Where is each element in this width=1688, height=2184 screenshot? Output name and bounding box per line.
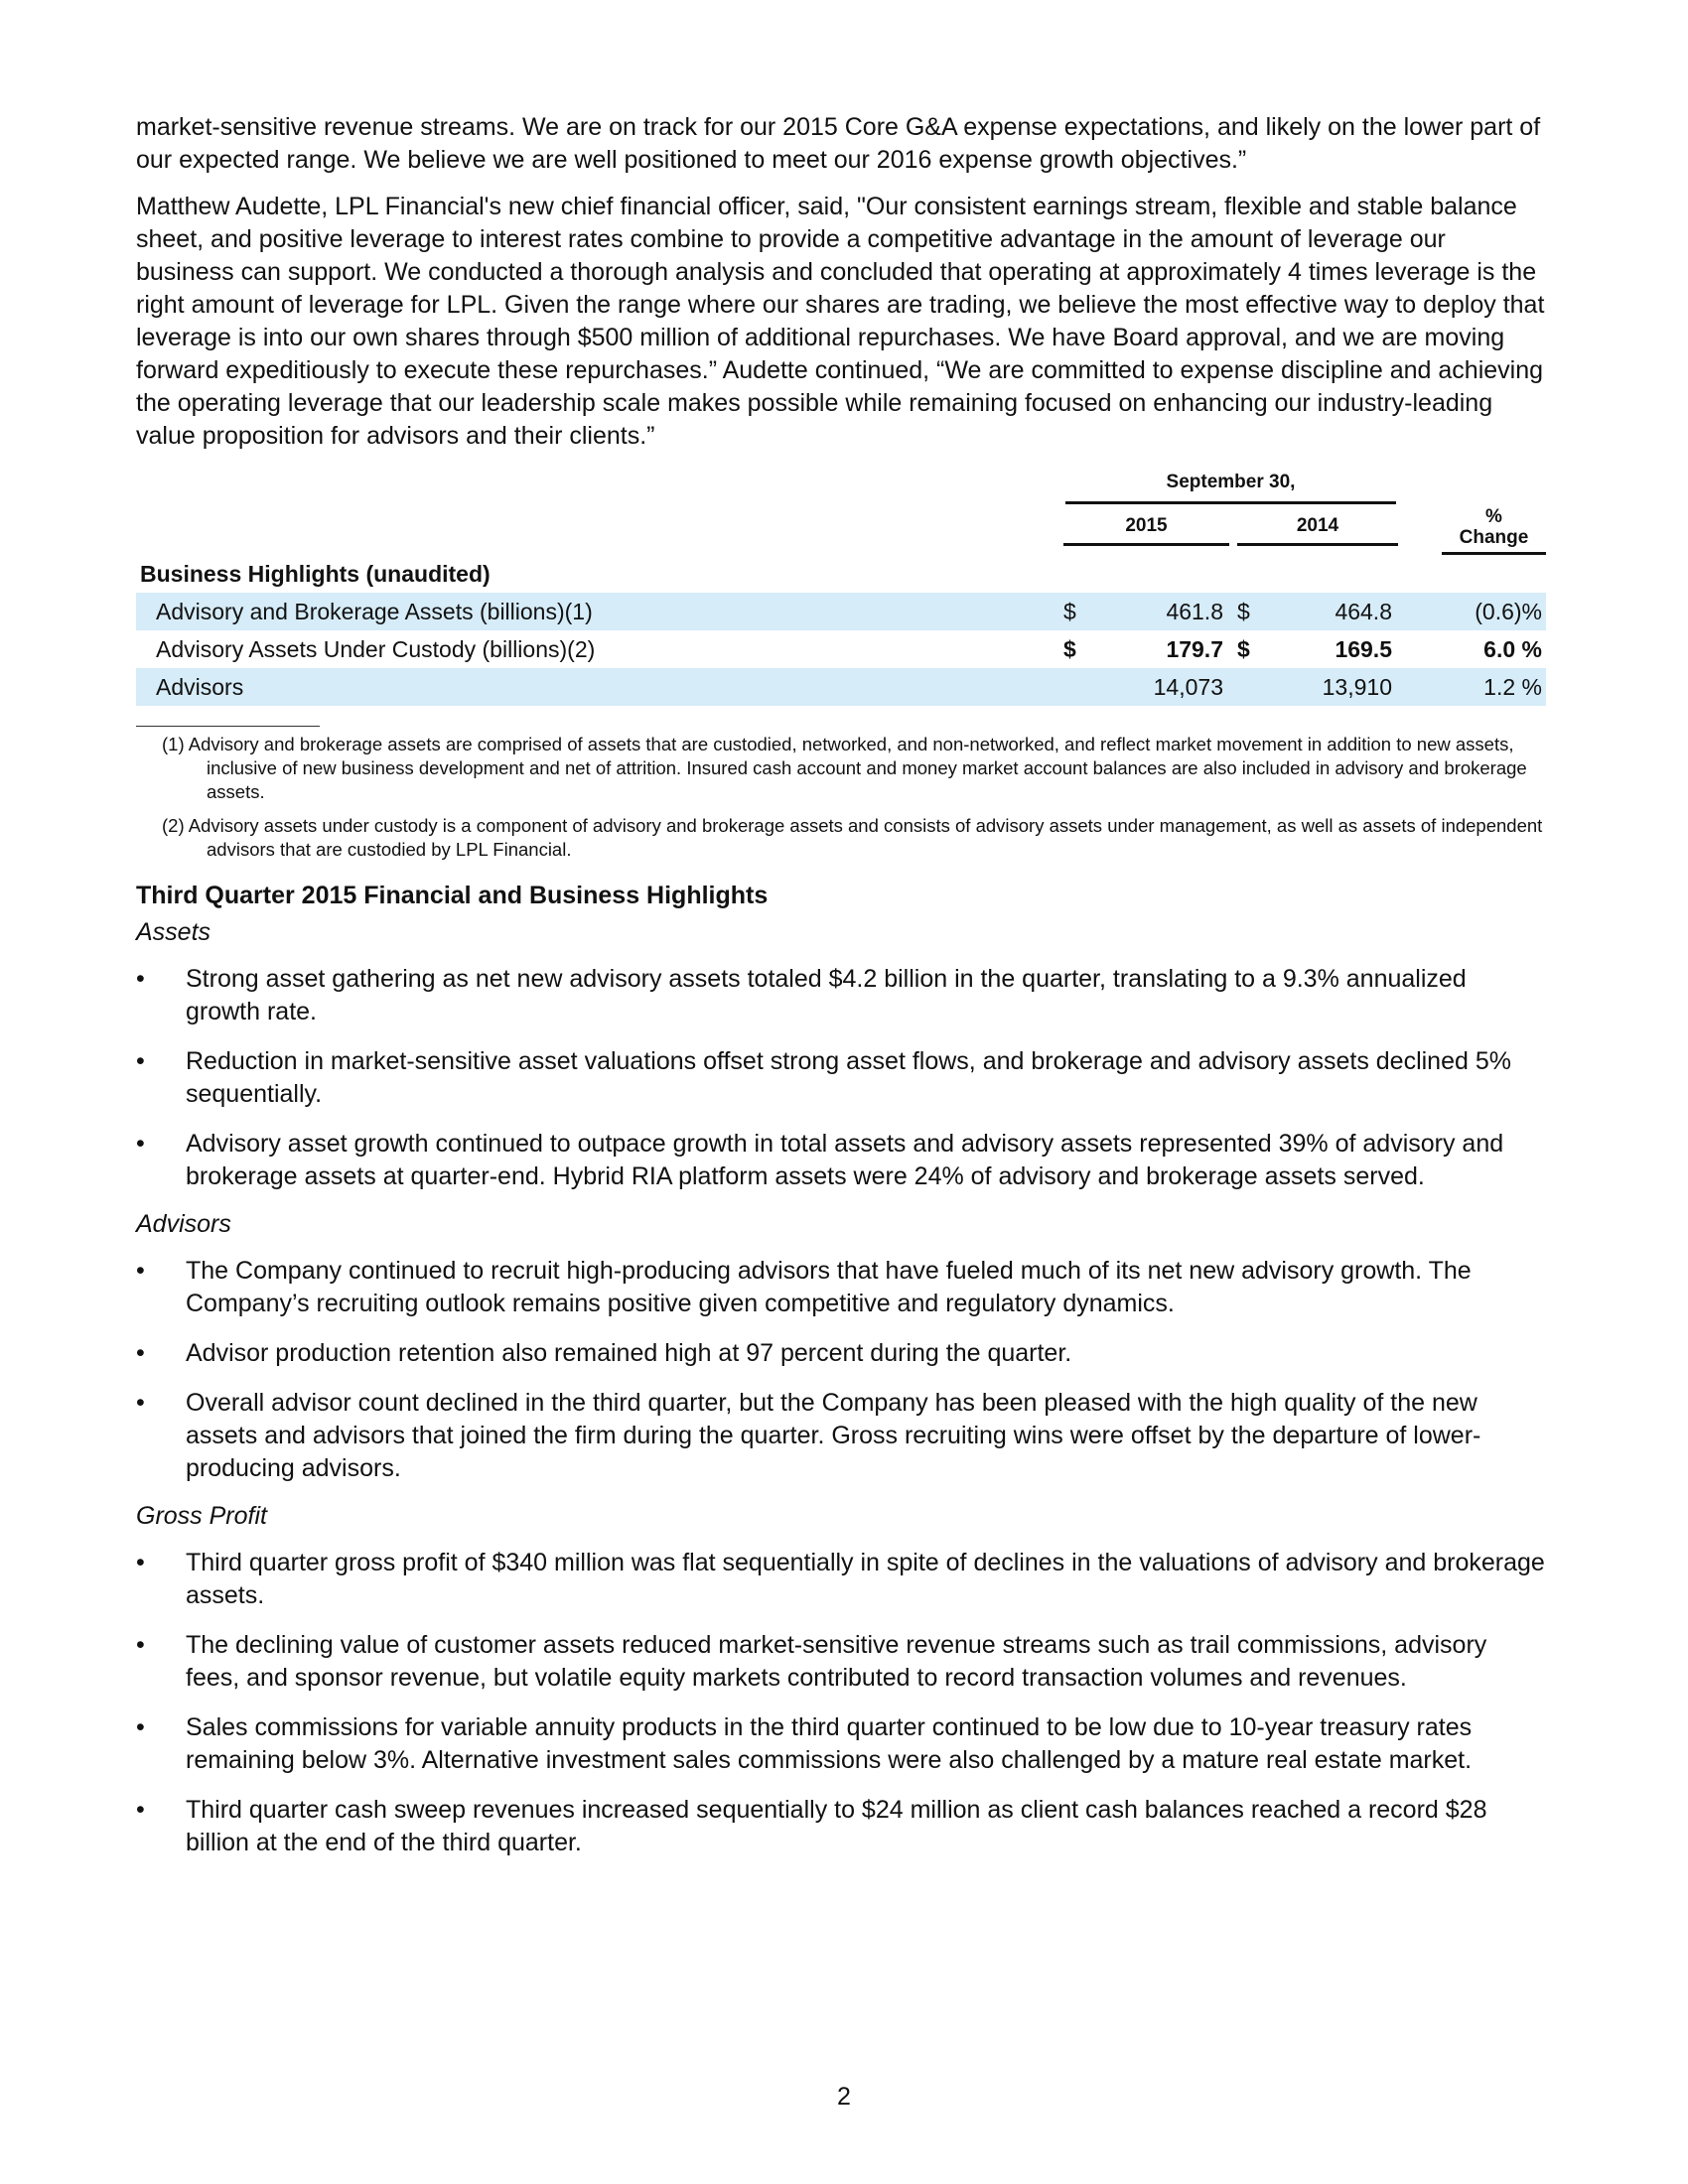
percent-change: (0.6)% <box>1442 593 1546 630</box>
paragraph-cfo-quote: Matthew Audette, LPL Financial's new chief financial officer, said, "Our consistent earnings stream, flexible and stable balance sheet, and positive leverage to interest rates combine to provide a competitive advantage in the amount of leverage our business can support. We conducted a thorough analysis and concluded that operating at approximately 4 times leverage is the right amount of leverage for LPL. Given the range where our shares are trading, we believe the most effective way to deploy that leverage is into our own shares through $500 million of additional repurchases. We have Board approval, and we are moving forward expeditiously to execute these repurchases.” Audette continued, “We are committed to expense discipline and achieving the operating leverage that our leadership scale makes possible while remaining focused on enhancing our industry-leading value proposition for advisors and their clients.” <box>136 193 1545 450</box>
list-item-text: The Company continued to recruit high-producing advisors that have fueled much of its net new advisory growth. The Company’s recruiting outlook remains positive given competitive and regulatory dynamics. <box>186 1257 1472 1317</box>
bullet-icon: • <box>136 1796 145 1824</box>
gross-profit-bullet-list <box>136 1547 1546 1859</box>
list-item <box>136 1255 1546 1320</box>
list-item-text: Reduction in market-sensitive asset valuations offset strong asset flows, and brokerage and advisory assets declined 5% sequentially. <box>186 1047 1511 1108</box>
table-row <box>136 593 1546 630</box>
header-period: September 30, <box>1065 472 1396 504</box>
percent-change: 1.2 % <box>1442 668 1546 706</box>
currency-symbol: $ <box>1063 635 1076 662</box>
value-2015: 461.8 <box>1089 593 1233 630</box>
header-change-percent: % <box>1485 506 1502 527</box>
footnote-2: (2) Advisory assets under custody is a component of advisory and brokerage assets and consists of advisory assets under management, as well as assets of independent advisors that are custodied by LPL Financial. <box>162 815 1543 860</box>
value-2015: 179.7 <box>1166 635 1223 662</box>
advisors-bullet-list <box>136 1255 1546 1485</box>
list-item-text: Overall advisor count declined in the third quarter, but the Company has been pleased with the high quality of the new assets and advisors that joined the firm during the quarter. Gross recruiting wins were offset by the departure of lower-producing advisors. <box>186 1389 1481 1482</box>
subsection-heading-advisors: Advisors <box>136 1210 231 1238</box>
list-item-text: Third quarter cash sweep revenues increased sequentially to $24 million as client cash balances reached a record $28 billion at the end of the third quarter. <box>186 1796 1487 1856</box>
list-item-text: The declining value of customer assets reduced market-sensitive revenue streams such as trail commissions, advisory fees, and sponsor revenue, but volatile equity markets contributed to record transaction volumes and revenues. <box>186 1631 1487 1692</box>
currency-symbol: $ <box>1059 593 1089 630</box>
list-item <box>136 1794 1546 1859</box>
bullet-icon: • <box>136 1339 145 1367</box>
list-item-text: Strong asset gathering as net new advisory assets totaled $4.2 billion in the quarter, translating to a 9.3% annualized growth rate. <box>186 965 1467 1025</box>
list-item <box>136 1711 1546 1777</box>
list-item <box>136 1045 1546 1111</box>
bullet-icon: • <box>136 1713 145 1741</box>
bullet-icon: • <box>136 1130 145 1158</box>
list-item-text: Third quarter gross profit of $340 million was flat sequentially in spite of declines in the valuations of advisory and brokerage assets. <box>186 1549 1545 1609</box>
value-2014: 169.5 <box>1335 635 1392 662</box>
header-change <box>1442 506 1546 555</box>
footnote-divider <box>136 726 320 727</box>
table-row <box>136 668 1546 706</box>
value-2014: 13,910 <box>1263 668 1402 706</box>
list-item <box>136 1337 1546 1370</box>
list-item-text: Sales commissions for variable annuity products in the third quarter continued to be low due to 10-year treasury rates remaining below 3%. Alternative investment sales commissions were also challenged by a mature real estate market. <box>186 1713 1473 1774</box>
list-item <box>136 1387 1546 1485</box>
bullet-icon: • <box>136 1389 145 1417</box>
table-header-year-row <box>136 506 1546 555</box>
value-2014: 464.8 <box>1263 593 1402 630</box>
subsection-heading-assets: Assets <box>136 918 211 946</box>
table-section-title: Business Highlights (unaudited) <box>140 560 491 587</box>
value-2015: 14,073 <box>1089 668 1233 706</box>
list-item <box>136 1128 1546 1193</box>
currency-symbol: $ <box>1233 593 1263 630</box>
table-section-row <box>136 555 1546 593</box>
currency-symbol: $ <box>1237 635 1250 662</box>
bullet-icon: • <box>136 1549 145 1576</box>
header-year-2014: 2014 <box>1237 515 1398 546</box>
table-row <box>136 630 1546 668</box>
list-item-text: Advisory asset growth continued to outpace growth in total assets and advisory assets represented 39% of advisory and brokerage assets at quarter-end. Hybrid RIA platform assets were 24% of advisory and brokerage assets served. <box>186 1130 1504 1190</box>
footnote-1: (1) Advisory and brokerage assets are comprised of assets that are custodied, networked, and non-networked, and reflect market movement in addition to new assets, inclusive of new business development and net of attrition. Insured cash account and money market account balances are also included in advisory and brokerage assets. <box>162 734 1527 802</box>
row-label: Advisors <box>136 668 1059 706</box>
page-number: 2 <box>837 2083 851 2111</box>
section-heading: Third Quarter 2015 Financial and Business Highlights <box>136 882 769 909</box>
header-year-2015: 2015 <box>1063 515 1229 546</box>
paragraph-expense-outlook: market-sensitive revenue streams. We are on track for our 2015 Core G&A expense expectations, and likely on the lower part of our expected range. We believe we are well positioned to meet our 2016 expense growth objectives.” <box>136 113 1541 174</box>
header-change-label: Change <box>1459 527 1529 548</box>
list-item <box>136 963 1546 1028</box>
list-item-text: Advisor production retention also remained high at 97 percent during the quarter. <box>186 1339 1072 1367</box>
percent-change: 6.0 % <box>1483 635 1542 662</box>
list-item <box>136 1547 1546 1612</box>
currency-symbol <box>1059 668 1089 706</box>
bullet-icon: • <box>136 1257 145 1285</box>
row-label: Advisory and Brokerage Assets (billions)(1) <box>136 593 1059 630</box>
bullet-icon: • <box>136 1631 145 1659</box>
subsection-heading-gross-profit: Gross Profit <box>136 1502 267 1530</box>
row-label: Advisory Assets Under Custody (billions)(2) <box>156 635 596 662</box>
document-page <box>136 111 1546 1876</box>
list-item <box>136 1629 1546 1695</box>
bullet-icon: • <box>136 1047 145 1075</box>
currency-symbol <box>1233 668 1263 706</box>
business-highlights-table <box>136 469 1546 706</box>
assets-bullet-list <box>136 963 1546 1193</box>
bullet-icon: • <box>136 965 145 993</box>
table-header-period-row <box>136 469 1546 506</box>
